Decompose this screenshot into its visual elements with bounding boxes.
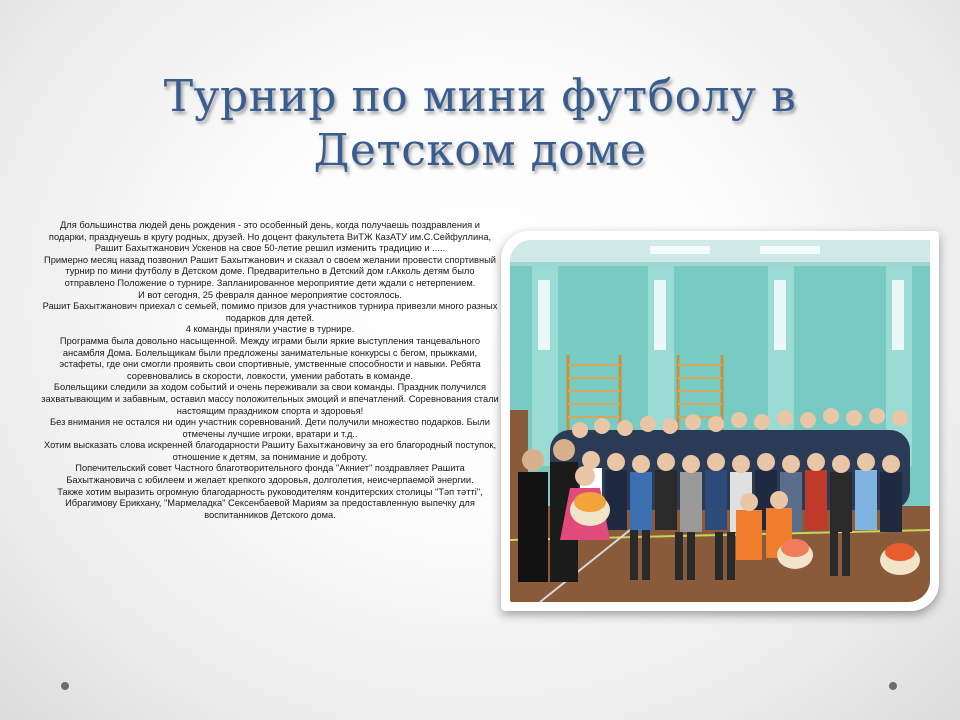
- paragraph: Без внимания не остался ни один участник соревнований. Дети получили множество подарков. Были отмечены лучшие игроки, вратари и т.д..: [50, 417, 490, 439]
- group-photo-illustration: [510, 240, 930, 602]
- slide-bullet-dot: [889, 682, 897, 690]
- paragraph: Попечительский совет Частного благотворительного фонда "Акниет" поздравляет Рашита Бахытжановича с юбилеем и желает крепкого здоровья, долголетия, неисчерпаемой энергии.: [66, 463, 474, 486]
- slide-bullet-dot: [61, 682, 69, 690]
- article-text: [40, 220, 500, 521]
- paragraph: 4 команды приняли участие в турнире.: [185, 324, 355, 335]
- paragraph: Для большинства людей день рождения - это особенный день, когда получаешь поздравления и подарки, празднуешь в кругу родных, друзей. Но доцент факультета ВиТЖ КазАТУ им.С.Сейфуллина, Рашит Бахытжанович Ускенов на свое 50-летие решил изменить традицию и .....: [48, 220, 492, 254]
- paragraph: Также хотим выразить огромную благодарность руководителям кондитерских столицы "Тәп тәтті", Ибрагимову Ерикхану, "Мармеладка" Сексенбаевой Мариям за предоставленную выпечку для воспитанников Детского дома.: [57, 486, 483, 520]
- paragraph: Рашит Бахытжанович приехал с семьей, помимо призов для участников турнира привезли много разных подарков для детей.: [42, 301, 498, 323]
- group-photo: [510, 240, 930, 602]
- paragraph: Программа была довольно насыщенной. Между играми были яркие выступления танцевального ансамбля Дома. Болельщикам были предложены занимательные конкурсы с бегом, прыжками, эстафеты, где они смогли проявить свои спортивные, умственные способности и навыки. Ребята соревновались в скорости, ловкости, умении работать в команде.: [59, 335, 481, 381]
- paragraph: Хотим высказать слова искренней благодарности Рашиту Бахытжановичу за его благородный поступок, отношение к детям, за понимание и доброту.: [43, 440, 497, 462]
- photo-frame: [501, 231, 939, 611]
- paragraph: Примерно месяц назад позвонил Рашит Бахытжанович и сказал о своем желании провести спортивный турнир по мини футболу в Детском доме. Предварительно в Детский дом г.Акколь детям было отправлено Положение о турнире. Запланированное мероприятие дети ждали с нетерпением.: [44, 254, 496, 288]
- paragraph: Болельщики следили за ходом событий и очень переживали за свои команды. Праздник получился захватывающим и забавным, оставил массу положительных эмоций и впечатлений. Соревнования стали настоящим праздником спорта и здоровья!: [41, 382, 499, 416]
- slide-title: Турнир по мини футболу в Детском доме: [163, 71, 797, 176]
- paragraph: И вот сегодня, 25 февраля данное мероприятие состоялось.: [138, 289, 402, 300]
